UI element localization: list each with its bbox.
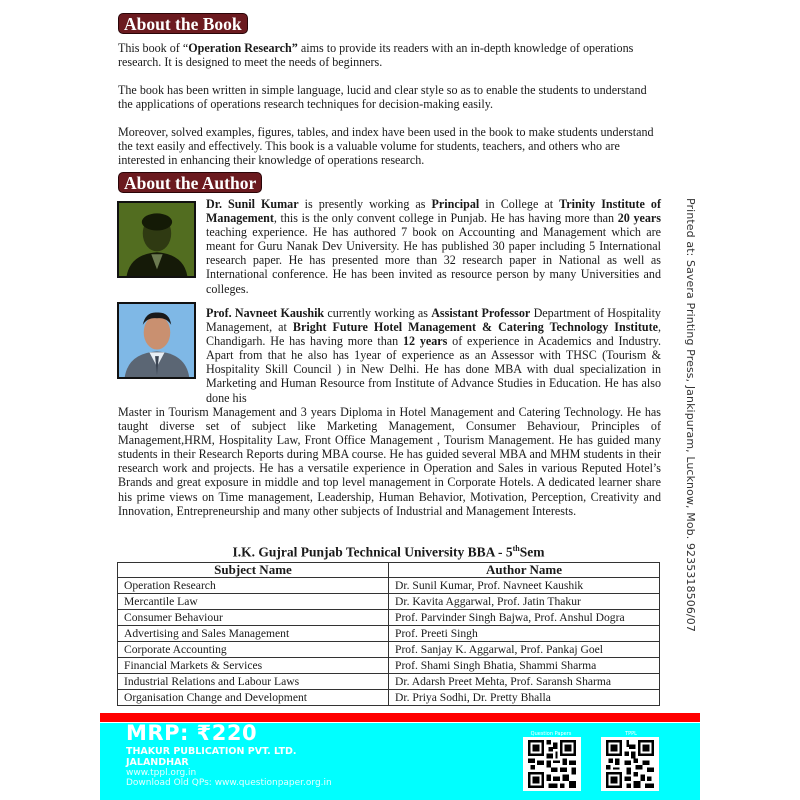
about-author-heading: About the Author xyxy=(118,172,262,193)
text: is presently working as xyxy=(298,197,432,211)
author-cell: Prof. Sanjay K. Aggarwal, Prof. Pankaj Goel xyxy=(389,642,660,658)
text: Sem xyxy=(519,544,545,560)
table-title xyxy=(117,541,660,561)
mrp-price: MRP: ₹220 xyxy=(126,721,258,745)
table-header-row xyxy=(118,563,660,578)
superscript: th xyxy=(512,544,520,553)
author-cell: Prof. Shami Singh Bhatia, Shammi Sharma xyxy=(389,658,660,674)
about-book-paragraph-2: The book has been written in simple language, lucid and clear style so as to enable the students to understand the applications of operations research techniques for decision-making easily. xyxy=(118,83,647,112)
author-experience: 20 years xyxy=(617,211,662,226)
table-row xyxy=(118,642,660,658)
table-row xyxy=(118,610,660,626)
author-cell: Dr. Kavita Aggarwal, Prof. Jatin Thakur xyxy=(389,594,660,610)
author-institute: Trinity Institute of Management xyxy=(206,197,661,226)
column-header-author: Author Name xyxy=(389,563,660,578)
author-name: Dr. Sunil Kumar xyxy=(206,197,299,211)
qr-code-question-papers xyxy=(523,737,581,791)
author-bio-navneet-kaushik xyxy=(206,306,661,405)
qr-label-question-papers: Question Papers xyxy=(530,731,572,737)
author-cell: Prof. Preeti Singh xyxy=(389,626,660,642)
about-book-paragraph-3: Moreover, solved examples, figures, tables, and index have been used in the book to make students understand the text easily and effectively. This book is a valuable volume for students, teachers, and others who are interested in enhancing their knowledge of operations research. xyxy=(118,125,654,168)
author-photo-navneet-kaushik xyxy=(117,302,196,379)
qr-code-icon xyxy=(604,740,656,788)
printer-info-vertical: Printed at: Savera Printing Press, Jankipuram, Lucknow, Mob. 9235318506/07 xyxy=(684,198,697,632)
subject-cell: Consumer Behaviour xyxy=(118,610,389,626)
text: This book of “ xyxy=(118,41,189,55)
publisher-name: THAKUR PUBLICATION PVT. LTD. xyxy=(126,746,297,757)
table-row xyxy=(118,578,660,594)
subject-cell: Corporate Accounting xyxy=(118,642,389,658)
subject-cell: Financial Markets & Services xyxy=(118,658,389,674)
author-bio-sunil-kumar xyxy=(206,197,661,296)
subject-cell: Operation Research xyxy=(118,578,389,594)
text: aims to provide its readers with an in-depth knowledge of operations research. It is designed to meet the needs of beginners. xyxy=(118,41,634,70)
author-cell: Dr. Adarsh Preet Mehta, Prof. Saransh Sharma xyxy=(389,674,660,690)
publisher-city: JALANDHAR xyxy=(126,757,189,768)
text: Department of Hospitality Management, at xyxy=(206,306,661,335)
subject-cell: Mercantile Law xyxy=(118,594,389,610)
author-cell: Dr. Sunil Kumar, Prof. Navneet Kaushik xyxy=(389,578,660,594)
about-book-paragraph-1 xyxy=(118,41,661,69)
subject-cell: Organisation Change and Development xyxy=(118,690,389,706)
text: currently working as xyxy=(324,306,432,320)
qr-label-tppl: TPPL xyxy=(625,731,637,737)
author-institute: Bright Future Hotel Management & Catering Technology Institute xyxy=(292,320,658,335)
text: , this is the only convent college in Punjab. He has having more than xyxy=(273,211,618,226)
author-name: Prof. Navneet Kaushik xyxy=(206,306,325,320)
author-cell: Dr. Priya Sodhi, Dr. Pretty Bhalla xyxy=(389,690,660,706)
table-row xyxy=(118,658,660,674)
publisher-website: www.tppl.org.in xyxy=(126,768,197,778)
author-cell: Prof. Parvinder Singh Bajwa, Prof. Anshul Dogra xyxy=(389,610,660,626)
author-role: Principal xyxy=(431,197,480,211)
author-experience: 12 years xyxy=(402,334,448,349)
qr-code-icon xyxy=(526,740,578,788)
person-portrait-icon xyxy=(119,304,194,377)
table-row xyxy=(118,626,660,642)
table-row xyxy=(118,594,660,610)
author-photo-sunil-kumar xyxy=(117,201,196,278)
text: in College at xyxy=(479,197,560,211)
subjects-table xyxy=(117,562,660,706)
table-row xyxy=(118,674,660,690)
author-bio-navneet-kaushik-continued: Master in Tourism Management and 3 years Diploma in Hotel Management and Catering Technology. He has taught diverse set of subject like Marketing Management, Consumer Behaviour, Principles of Management,HRM, Hospitality Law, Front Office Management , Tourism Management. He has guided many students in their Research Reports during MBA course. He has guided several MBA and MHM students in their research work and projects. He has a versatile experience in Operation and Sales in various Reputed Hotel’s Brands and great exposure in middle and top level management in Corporate Hotels. A dedicated learner share his prime views on Time management, Leadership, Human Behavior, Motivation, Perception, Creativity and Innovation, Entrepreneurship and many other subjects of Industrial and Management Interests. xyxy=(118,405,661,518)
author-role: Assistant Professor xyxy=(431,306,531,320)
column-header-subject: Subject Name xyxy=(118,563,389,578)
text: I.K. Gujral Punjab Technical University BBA - 5 xyxy=(232,544,513,560)
subject-cell: Advertising and Sales Management xyxy=(118,626,389,642)
text: , Chandigarh. He has having more than xyxy=(206,320,661,349)
text: teaching experience. He has authored 7 book on Accounting and Management which are meant for Guru Nanak Dev University. He has published 30 paper including 5 International research paper. He has presented more than 32 research paper in National as well as International conference. He has been invited as resource person by many Universities and colleges. xyxy=(206,225,661,296)
person-portrait-icon xyxy=(119,203,194,276)
download-qps-link: Download Old QPs: www.questionpaper.org.in xyxy=(126,778,332,788)
book-title: Operation Research” xyxy=(188,41,298,55)
text: of experience in Academics and Industry. Apart from that he also has 1year of experience as an Assessor with THSC (Tourism & Hospitality Skill Council ) in New Delhi. He has done MBA with dual specialization in Marketing and Human Resource from Institute of Advance Studies in Education. He has also done his xyxy=(206,334,662,405)
about-book-heading: About the Book xyxy=(118,13,248,34)
table-row xyxy=(118,690,660,706)
subject-cell: Industrial Relations and Labour Laws xyxy=(118,674,389,690)
qr-code-tppl xyxy=(601,737,659,791)
